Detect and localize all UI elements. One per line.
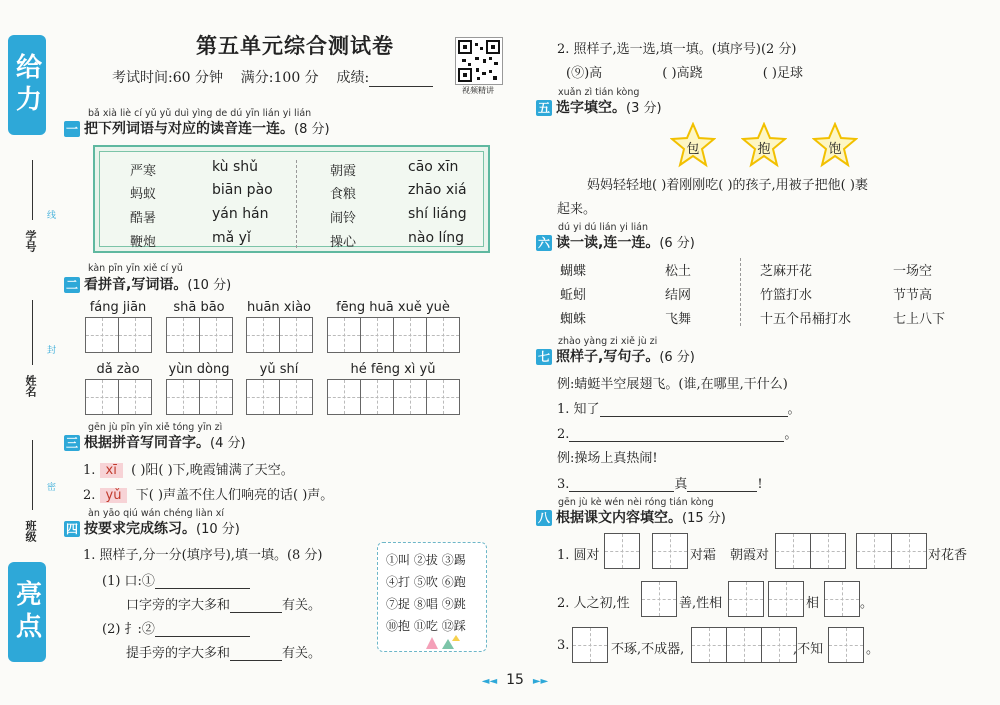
next-page-icon[interactable]: ►► xyxy=(532,676,549,687)
q4-row-b2 xyxy=(126,642,321,661)
q2-answer-grid[interactable] xyxy=(327,379,460,415)
name-label: 姓名 xyxy=(24,375,37,397)
q8-answer-grid[interactable] xyxy=(604,533,640,569)
q2-answer-grid[interactable] xyxy=(166,379,233,415)
q5-title: 选字填空。 xyxy=(556,100,626,116)
q3-line-2 xyxy=(83,484,333,503)
q1-word[interactable]: 酷暑 xyxy=(130,211,157,226)
q2-answer-grid[interactable] xyxy=(85,379,152,415)
q6-item[interactable]: 蜘蛛 xyxy=(560,312,587,327)
q4-char[interactable]: ⑧唱 xyxy=(413,597,438,611)
q7-heading xyxy=(536,346,695,366)
q8-answer-grid[interactable] xyxy=(768,581,804,617)
q8-line-3-mid2: ,不知 xyxy=(793,642,824,657)
q8-line-3-mid: 不琢,不成器, xyxy=(611,642,685,657)
q1-heading xyxy=(64,118,330,138)
class-label: 班级 xyxy=(24,520,37,542)
q8-points: (15 分) xyxy=(682,511,726,526)
q7-line-2-prefix: 2. xyxy=(557,427,570,442)
q8-answer-grid[interactable] xyxy=(828,627,864,663)
q4b-option[interactable]: ( )足球 xyxy=(762,66,803,81)
q4-char[interactable]: ⑤吹 xyxy=(413,575,438,589)
q5-option[interactable]: 饱 xyxy=(828,142,842,157)
q1-title: 把下列词语与对应的读音连一连。 xyxy=(84,121,294,137)
q1-pinyin-option[interactable]: kù shǔ xyxy=(212,159,259,175)
q7-line-1-prefix: 1. 知了 xyxy=(557,402,600,417)
q7-blank[interactable] xyxy=(687,479,757,492)
q8-answer-grid[interactable] xyxy=(824,581,860,617)
q7-example-2: 例:操场上真热闹! xyxy=(557,451,658,466)
seal-mark-secret: 密 xyxy=(45,482,55,491)
q3-title: 根据拼音写同音字。 xyxy=(84,435,210,451)
q3-pinyin-tag-1: xī xyxy=(100,463,123,478)
q6-item[interactable]: 飞舞 xyxy=(665,312,692,327)
q8-line-3-start: 3. xyxy=(557,638,570,653)
q4-char[interactable]: ⑥跑 xyxy=(441,575,466,589)
q8-line-3-end: 。 xyxy=(866,642,880,657)
q7-line-1-end: 。 xyxy=(787,402,801,417)
q1-divider xyxy=(296,160,298,248)
q2-pinyin-prompt: fáng jiān xyxy=(89,300,147,315)
q4-char[interactable]: ③踢 xyxy=(441,553,466,567)
q5-heading xyxy=(536,97,662,117)
q8-line-1-end: 对花香 xyxy=(928,548,968,563)
name-line xyxy=(32,300,33,365)
seal-mark-line: 线 xyxy=(45,210,55,219)
q7-example-1: 例:蜻蜓半空展翅飞。(谁,在哪里,干什么) xyxy=(557,377,788,392)
q6-item[interactable]: 蚯蚓 xyxy=(560,288,587,303)
q2-title: 看拼音,写词语。 xyxy=(84,277,188,293)
q4-blank[interactable] xyxy=(230,648,282,661)
q4-blank[interactable] xyxy=(230,600,282,613)
q1-word[interactable]: 闹铃 xyxy=(330,211,357,226)
q4-char[interactable]: ④打 xyxy=(386,575,411,589)
q3-line-1-number: 1. xyxy=(83,463,96,478)
q4-blank[interactable] xyxy=(155,624,250,637)
q7-line-3 xyxy=(557,473,763,492)
q2-pinyin: kàn pīn yīn xiě cí yǔ xyxy=(88,263,183,274)
q7-title: 照样子,写句子。 xyxy=(556,349,660,365)
q6-number: 六 xyxy=(537,236,550,250)
id-line xyxy=(32,160,33,220)
q1-pinyin-option[interactable]: zhāo xiá xyxy=(408,182,467,198)
q3-pinyin: gēn jù pīn yīn xiě tóng yīn zì xyxy=(88,422,223,433)
q7-blank[interactable] xyxy=(600,404,788,417)
q4b-options xyxy=(566,62,803,81)
q8-heading xyxy=(536,507,726,527)
seal-mark-seal: 封 xyxy=(45,345,55,354)
q4-char[interactable]: ⑪吃 xyxy=(413,619,438,633)
q4-title: 按要求完成练习。 xyxy=(84,521,196,537)
q2-answer-grid[interactable] xyxy=(166,317,233,353)
q5-sentence[interactable]: 妈妈轻轻地( )着刚刚吃( )的孩子,用被子把他( )裹 xyxy=(587,178,868,193)
q1-word[interactable]: 操心 xyxy=(330,235,357,250)
q7-line-3-end: ! xyxy=(757,477,763,492)
q4-char[interactable]: ②拔 xyxy=(413,553,438,567)
q8-answer-grid[interactable] xyxy=(641,581,677,617)
q1-word[interactable]: 食粮 xyxy=(330,187,357,202)
page-number xyxy=(480,672,550,688)
page-number-value: 15 xyxy=(506,672,524,688)
q2-answer-grid[interactable] xyxy=(246,317,313,353)
q4-char[interactable]: ⑩抱 xyxy=(386,619,411,633)
q4-heading xyxy=(64,518,240,538)
q4-pinyin: àn yāo qiú wán chéng liàn xí xyxy=(88,508,225,519)
q3-heading xyxy=(64,432,246,452)
q6-heading xyxy=(536,232,695,252)
q2-answer-grid[interactable] xyxy=(327,317,460,353)
q4-points: (10 分) xyxy=(196,522,240,537)
q6-item[interactable]: 十五个吊桶打水 xyxy=(760,312,852,327)
q1-pinyin-option[interactable]: shí liáng xyxy=(408,206,467,222)
time-label: 考试时间:60 分钟 xyxy=(112,70,223,86)
q7-line-3-mid: 真 xyxy=(674,477,688,492)
top-side-tab-label: 给力 xyxy=(11,53,42,117)
q8-line-1-start: 1. 圆对 xyxy=(557,548,600,563)
q1-points: (8 分) xyxy=(294,122,330,137)
prev-page-icon[interactable]: ◄◄ xyxy=(481,676,498,687)
q8-answer-grid[interactable] xyxy=(652,533,688,569)
q1-word[interactable]: 鞭炮 xyxy=(130,235,157,250)
q3-line-1 xyxy=(83,459,294,478)
q2-number: 二 xyxy=(65,278,78,292)
q2-pinyin-prompt: dǎ zào xyxy=(96,362,140,377)
q8-title: 根据课文内容填空。 xyxy=(556,510,682,526)
q5-number: 五 xyxy=(537,101,550,115)
q1-word[interactable]: 严寒 xyxy=(130,164,157,179)
q5-points: (3 分) xyxy=(626,101,662,116)
q4-number: 四 xyxy=(65,522,78,536)
q6-item[interactable]: 松土 xyxy=(665,264,692,279)
q8-pinyin: gēn jù kè wén nèi róng tián kòng xyxy=(558,497,714,508)
q4-sub1: 1. 照样子,分一分(填序号),填一填。(8 分) xyxy=(83,548,323,563)
q3-line-1-text[interactable]: ( )阳( )下,晚霞铺满了天空。 xyxy=(131,463,294,478)
q4-row-b2-tail: 有关。 xyxy=(282,646,322,661)
q8-line-2-start: 2. 人之初,性 xyxy=(557,596,630,611)
q2-pinyin-prompt: yùn dòng xyxy=(168,362,230,377)
q7-pinyin: zhào yàng zi xiě jù zi xyxy=(558,336,658,347)
result-blank[interactable] xyxy=(369,74,433,87)
q2-answer-grid[interactable] xyxy=(246,379,313,415)
q4-row-b2-label: 提手旁的字大多和 xyxy=(126,646,231,661)
qr-caption: 视频精讲 xyxy=(462,86,494,95)
class-line xyxy=(32,440,33,510)
q2-pinyin-prompt: huān xiào xyxy=(246,300,312,315)
qr-code-icon[interactable] xyxy=(455,37,503,85)
q7-number: 七 xyxy=(537,350,550,364)
bottom-side-tab xyxy=(8,562,46,662)
q2-pinyin-prompt: shā bāo xyxy=(173,300,225,315)
q6-item[interactable]: 结网 xyxy=(665,288,692,303)
q1-pinyin-option[interactable]: biān pào xyxy=(212,182,273,198)
q1-match-box xyxy=(93,145,490,253)
q5-pinyin: xuǎn zì tián kòng xyxy=(558,87,640,98)
q6-title: 读一读,连一连。 xyxy=(556,235,660,251)
q2-pinyin-prompt: hé fēng xì yǔ xyxy=(350,362,436,377)
q6-item[interactable]: 七上八下 xyxy=(893,312,946,327)
q3-line-2-number: 2. xyxy=(83,488,96,503)
q1-pinyin-option[interactable]: mǎ yǐ xyxy=(212,230,251,246)
q1-pinyin-option[interactable]: nào líng xyxy=(408,230,465,246)
q8-answer-grid[interactable] xyxy=(572,627,608,663)
q4-row-b1 xyxy=(102,618,250,637)
q8-line-2-end: 。 xyxy=(860,596,874,611)
q1-pinyin: bǎ xià liè cí yǔ yǔ duì yìng de dú yīn lián yi lián xyxy=(88,108,312,119)
id-label: 学号 xyxy=(24,230,37,252)
q5-option[interactable]: 包 xyxy=(686,142,700,157)
q6-item[interactable]: 芝麻开花 xyxy=(760,264,813,279)
pencil-decoration-icon xyxy=(422,635,462,651)
q8-line-2-mid: 善,性相 xyxy=(679,596,723,611)
q4-row-a1-label: (1) 口:① xyxy=(102,574,155,589)
q7-blank[interactable] xyxy=(569,429,784,442)
q4-char[interactable]: ⑫踩 xyxy=(441,619,466,633)
q1-pinyin-option[interactable]: cāo xīn xyxy=(408,159,459,175)
score-label: 满分:100 分 xyxy=(240,70,319,86)
q4-row-b1-label: (2) 扌:② xyxy=(102,622,155,637)
q4b-option[interactable]: ( )高跷 xyxy=(662,66,703,81)
q4-row-a1 xyxy=(102,570,250,589)
q8-answer-grid[interactable] xyxy=(775,533,846,569)
q8-number: 八 xyxy=(537,511,550,525)
q6-item[interactable]: 竹篮打水 xyxy=(760,288,813,303)
q3-pinyin-tag-2: yǔ xyxy=(100,488,128,503)
q2-points: (10 分) xyxy=(187,278,232,293)
q4-character-box xyxy=(377,542,487,652)
q7-line-2 xyxy=(557,423,797,442)
q4-char[interactable]: ⑦捉 xyxy=(386,597,411,611)
q3-points: (4 分) xyxy=(210,436,246,451)
q8-answer-grid[interactable] xyxy=(691,627,797,663)
q4b-sub2: 2. 照样子,选一选,填一填。(填序号)(2 分) xyxy=(557,42,797,57)
q2-heading xyxy=(64,274,231,294)
q6-divider xyxy=(740,258,742,326)
q4-row-a2-label: 口字旁的字大多和 xyxy=(126,598,231,613)
q4-char[interactable]: ①叫 xyxy=(386,553,411,567)
q8-line-2-mid2: 相 xyxy=(806,596,820,611)
q2-pinyin-prompt: yǔ shí xyxy=(259,362,299,377)
q4-blank[interactable] xyxy=(155,576,250,589)
q8-answer-grid[interactable] xyxy=(728,581,764,617)
bottom-side-tab-label: 亮点 xyxy=(11,580,42,644)
result-label: 成绩: xyxy=(336,70,370,86)
q4b-option: (⑨)高 xyxy=(566,66,603,81)
q6-item[interactable]: 节节高 xyxy=(893,288,933,303)
q7-line-2-end: 。 xyxy=(784,427,798,442)
q6-item[interactable]: 蝴蝶 xyxy=(560,264,587,279)
q1-word[interactable]: 朝霞 xyxy=(330,164,357,179)
q3-line-2-text[interactable]: 下( )声盖不住人们响亮的话( )声。 xyxy=(135,488,334,503)
q5-option[interactable]: 抱 xyxy=(757,142,771,157)
q8-answer-grid[interactable] xyxy=(856,533,927,569)
q3-number: 三 xyxy=(65,436,78,450)
q4-char[interactable]: ⑨跳 xyxy=(441,597,466,611)
q7-line-1 xyxy=(557,398,801,417)
q1-word[interactable]: 蚂蚁 xyxy=(130,187,157,202)
q2-pinyin-prompt: fēng huā xuě yuè xyxy=(336,300,450,315)
q4-row-a2 xyxy=(126,594,321,613)
q6-pinyin: dú yi dú lián yi lián xyxy=(558,222,648,233)
q2-answer-grid[interactable] xyxy=(85,317,152,353)
q4-row-a2-tail: 有关。 xyxy=(282,598,322,613)
q6-item[interactable]: 一场空 xyxy=(893,264,933,279)
q7-line-3-prefix: 3. xyxy=(557,477,570,492)
page-title: 第五单元综合测试卷 xyxy=(196,33,394,58)
exam-meta xyxy=(112,67,433,87)
q1-pinyin-option[interactable]: yán hán xyxy=(212,206,269,222)
q7-points: (6 分) xyxy=(659,350,695,365)
q5-sentence-end: 起来。 xyxy=(557,202,597,217)
q8-line-1-mid2: 朝霞对 xyxy=(730,548,770,563)
q1-number: 一 xyxy=(65,122,78,136)
q7-blank[interactable] xyxy=(569,479,674,492)
top-side-tab xyxy=(8,35,46,135)
q8-line-1-mid: 对霜 xyxy=(690,548,717,563)
q6-points: (6 分) xyxy=(659,236,695,251)
